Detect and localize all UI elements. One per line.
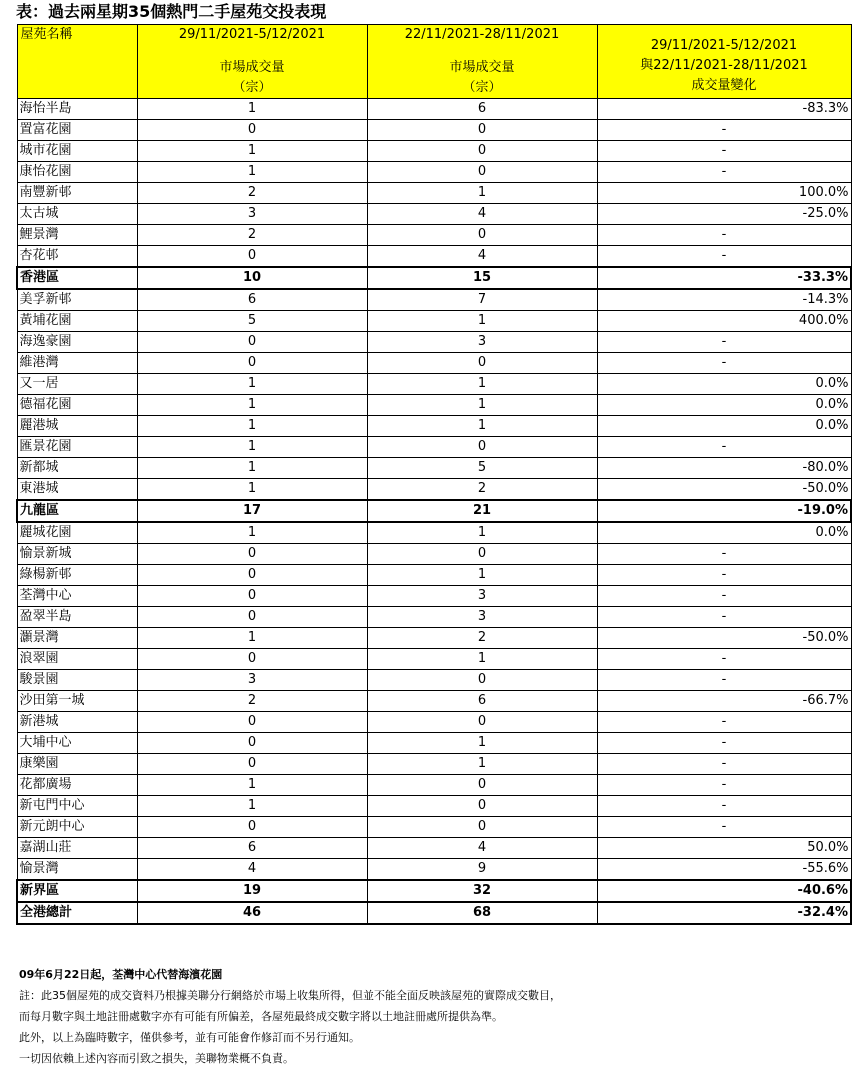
estate-name-cell: 新港城 [17,712,137,733]
period-2-volume-cell: 0 [367,120,597,141]
table-row [17,670,851,691]
estate-name-cell: 海怡半島 [17,99,137,120]
table-row [17,544,851,565]
estate-name-cell: 海逸豪園 [17,332,137,353]
period-2-volume-cell: 0 [367,712,597,733]
period-1-volume-cell: 46 [137,902,367,924]
period-2-volume-cell: 1 [367,395,597,416]
period-1-volume-cell: 0 [137,733,367,754]
period-1-volume-cell: 4 [137,859,367,881]
header-change-line3: 成交量變化 [691,77,757,93]
header-period-2-unit: （宗） [462,80,502,95]
volume-change-cell: - [597,586,851,607]
volume-change-cell: - [597,120,851,141]
period-1-volume-cell: 19 [137,880,367,902]
period-1-volume-cell: 2 [137,691,367,712]
period-2-volume-cell: 2 [367,628,597,649]
estate-name-cell: 鯉景灣 [17,225,137,246]
volume-change-cell: - [597,332,851,353]
estate-name-cell: 新都城 [17,458,137,479]
period-2-volume-cell: 0 [367,796,597,817]
estate-name-cell: 荃灣中心 [17,586,137,607]
volume-change-cell: -40.6% [597,880,851,902]
header-period-2-label: 市場成交量 [449,60,515,75]
estate-name-cell: 城市花園 [17,141,137,162]
estate-name-cell: 匯景花園 [17,437,137,458]
table-row [17,565,851,586]
volume-change-cell: 0.0% [597,374,851,395]
estate-name-cell: 德福花園 [17,395,137,416]
period-2-volume-cell: 1 [367,733,597,754]
period-1-volume-cell: 1 [137,141,367,162]
period-1-volume-cell: 0 [137,817,367,838]
period-2-volume-cell: 5 [367,458,597,479]
volume-change-cell: - [597,353,851,374]
period-1-volume-cell: 0 [137,544,367,565]
period-1-volume-cell: 17 [137,500,367,522]
table-row [17,859,851,881]
volume-change-cell: 0.0% [597,416,851,437]
period-1-volume-cell: 1 [137,374,367,395]
volume-change-cell: - [597,775,851,796]
table-row [17,416,851,437]
table-row [17,162,851,183]
period-2-volume-cell: 32 [367,880,597,902]
table-row [17,99,851,120]
period-2-volume-cell: 15 [367,267,597,289]
period-1-volume-cell: 10 [137,267,367,289]
volume-change-cell: - [597,733,851,754]
footnote-line: 一切因依賴上述內容而引致之損失，美聯物業概不負責。 [19,1052,294,1065]
period-2-volume-cell: 0 [367,437,597,458]
estate-name-cell: 麗城花園 [17,522,137,544]
period-1-volume-cell: 3 [137,670,367,691]
table-row [17,522,851,544]
period-2-volume-cell: 1 [367,416,597,437]
period-2-volume-cell: 1 [367,522,597,544]
estate-name-cell: 置富花園 [17,120,137,141]
period-1-volume-cell: 1 [137,162,367,183]
table-row [17,607,851,628]
volume-change-cell: - [597,437,851,458]
volume-change-cell: -83.3% [597,99,851,120]
table-row [17,628,851,649]
header-period-2 [367,25,597,99]
period-1-volume-cell: 0 [137,586,367,607]
estate-name-cell: 愉景灣 [17,859,137,881]
period-2-volume-cell: 3 [367,586,597,607]
table-total-row [17,902,851,924]
volume-change-cell: - [597,162,851,183]
estate-name-cell: 嘉湖山莊 [17,838,137,859]
estate-name-cell: 九龍區 [17,500,137,522]
period-2-volume-cell: 1 [367,754,597,775]
period-1-volume-cell: 0 [137,607,367,628]
estate-name-cell: 又一居 [17,374,137,395]
estate-name-cell: 康怡花園 [17,162,137,183]
estate-name-cell: 香港區 [17,267,137,289]
period-1-volume-cell: 0 [137,246,367,268]
period-1-volume-cell: 6 [137,838,367,859]
period-1-volume-cell: 2 [137,225,367,246]
period-1-volume-cell: 0 [137,332,367,353]
period-1-volume-cell: 2 [137,183,367,204]
table-row [17,712,851,733]
header-estate-name: 屋苑名稱 [17,25,137,99]
period-2-volume-cell: 4 [367,838,597,859]
table-row [17,289,851,311]
period-1-volume-cell: 1 [137,99,367,120]
period-2-volume-cell: 68 [367,902,597,924]
period-2-volume-cell: 7 [367,289,597,311]
volume-change-cell: 400.0% [597,311,851,332]
table-row [17,754,851,775]
header-change [597,25,851,99]
table-row [17,649,851,670]
estate-name-cell: 新元朗中心 [17,817,137,838]
estate-name-cell: 花都廣場 [17,775,137,796]
estate-name-cell: 維港灣 [17,353,137,374]
volume-change-cell: - [597,649,851,670]
volume-change-cell: - [597,225,851,246]
period-2-volume-cell: 9 [367,859,597,881]
period-2-volume-cell: 3 [367,607,597,628]
volume-change-cell: - [597,712,851,733]
period-1-volume-cell: 1 [137,437,367,458]
header-period-2-dates: 22/11/2021-28/11/2021 [404,27,560,42]
table-row [17,775,851,796]
volume-change-cell: -14.3% [597,289,851,311]
estate-name-cell: 沙田第一城 [17,691,137,712]
volume-change-cell: - [597,607,851,628]
table-row [17,838,851,859]
volume-change-cell: - [597,754,851,775]
table-total-row [17,267,851,289]
table-row [17,332,851,353]
table-row [17,204,851,225]
volume-change-cell: - [597,796,851,817]
period-2-volume-cell: 21 [367,500,597,522]
footnote-line: 此外，以上為臨時數字，僅供參考，並有可能會作修訂而不另行通知。 [19,1031,360,1044]
period-2-volume-cell: 1 [367,183,597,204]
estate-name-cell: 浪翠園 [17,649,137,670]
period-1-volume-cell: 3 [137,204,367,225]
estate-name-cell: 駿景園 [17,670,137,691]
footnote-line: 而每月數字與土地註冊處數字亦有可能有所偏差，各屋苑最終成交數字將以土地註冊處所提供為準。 [19,1010,503,1023]
volume-change-cell: - [597,670,851,691]
period-1-volume-cell: 1 [137,479,367,501]
period-1-volume-cell: 1 [137,395,367,416]
header-period-1-unit: （宗） [232,80,272,95]
volume-change-cell: -33.3% [597,267,851,289]
estate-name-cell: 愉景新城 [17,544,137,565]
table-body [17,99,851,925]
table-row [17,586,851,607]
period-2-volume-cell: 0 [367,225,597,246]
period-2-volume-cell: 1 [367,649,597,670]
table-row [17,691,851,712]
period-2-volume-cell: 2 [367,479,597,501]
period-1-volume-cell: 1 [137,796,367,817]
table-row [17,796,851,817]
volume-change-cell: 0.0% [597,395,851,416]
period-2-volume-cell: 0 [367,544,597,565]
period-1-volume-cell: 0 [137,649,367,670]
estate-name-cell: 新界區 [17,880,137,902]
estate-name-cell: 太古城 [17,204,137,225]
volume-change-cell: -50.0% [597,628,851,649]
period-1-volume-cell: 1 [137,522,367,544]
period-1-volume-cell: 0 [137,353,367,374]
footnote-highlight: 09年6月22日起，荃灣中心代替海濱花園 [19,968,223,981]
period-1-volume-cell: 0 [137,565,367,586]
period-1-volume-cell: 0 [137,712,367,733]
estate-name-cell: 新屯門中心 [17,796,137,817]
period-1-volume-cell: 1 [137,458,367,479]
period-2-volume-cell: 0 [367,141,597,162]
table-row [17,120,851,141]
volume-change-cell: 100.0% [597,183,851,204]
table-row [17,225,851,246]
period-2-volume-cell: 6 [367,99,597,120]
volume-change-cell: 50.0% [597,838,851,859]
estate-name-cell: 杏花邨 [17,246,137,268]
header-period-1 [137,25,367,99]
period-2-volume-cell: 4 [367,246,597,268]
period-2-volume-cell: 0 [367,162,597,183]
estate-name-cell: 灝景灣 [17,628,137,649]
period-2-volume-cell: 1 [367,374,597,395]
table-total-row [17,500,851,522]
period-2-volume-cell: 3 [367,332,597,353]
estate-name-cell: 黃埔花園 [17,311,137,332]
table-row [17,311,851,332]
estate-name-cell: 大埔中心 [17,733,137,754]
period-1-volume-cell: 6 [137,289,367,311]
period-2-volume-cell: 0 [367,817,597,838]
period-1-volume-cell: 0 [137,120,367,141]
period-2-volume-cell: 0 [367,353,597,374]
table-row [17,733,851,754]
volume-change-cell: -32.4% [597,902,851,924]
estate-name-cell: 康樂園 [17,754,137,775]
period-2-volume-cell: 4 [367,204,597,225]
table-row [17,437,851,458]
period-2-volume-cell: 0 [367,775,597,796]
volume-change-cell: -19.0% [597,500,851,522]
estate-name-cell: 綠楊新邨 [17,565,137,586]
page-title: 表：過去兩星期35個熱門二手屋苑交投表現 [16,2,327,21]
estate-name-cell: 南豐新邨 [17,183,137,204]
volume-change-cell: -50.0% [597,479,851,501]
volume-change-cell: -55.6% [597,859,851,881]
period-2-volume-cell: 1 [367,311,597,332]
period-1-volume-cell: 1 [137,775,367,796]
table-row [17,353,851,374]
table-row [17,183,851,204]
table-row [17,246,851,268]
volume-change-cell: 0.0% [597,522,851,544]
table-row [17,817,851,838]
table-row [17,141,851,162]
period-1-volume-cell: 5 [137,311,367,332]
table-row [17,479,851,501]
header-period-1-label: 市場成交量 [219,60,285,75]
period-1-volume-cell: 0 [137,754,367,775]
table-row [17,395,851,416]
table-total-row [17,880,851,902]
estate-name-cell: 盈翠半島 [17,607,137,628]
volume-change-cell: -80.0% [597,458,851,479]
volume-change-cell: - [597,141,851,162]
volume-change-cell: - [597,544,851,565]
volume-change-cell: - [597,565,851,586]
estate-name-cell: 東港城 [17,479,137,501]
period-2-volume-cell: 6 [367,691,597,712]
table-row [17,374,851,395]
header-change-line2: 與22/11/2021-28/11/2021 [640,57,808,73]
estate-name-cell: 美孚新邨 [17,289,137,311]
volume-change-cell: -25.0% [597,204,851,225]
volume-change-cell: - [597,817,851,838]
header-period-1-dates: 29/11/2021-5/12/2021 [178,27,326,42]
volume-change-cell: - [597,246,851,268]
table-header-row [17,25,851,99]
period-1-volume-cell: 1 [137,416,367,437]
period-2-volume-cell: 1 [367,565,597,586]
volume-change-cell: -66.7% [597,691,851,712]
estate-name-cell: 全港總計 [17,902,137,924]
transactions-table [16,24,852,925]
footnote-line: 註：此35個屋苑的成交資料乃根據美聯分行網絡於市場上收集所得，但並不能全面反映該屋苑的實際成交數目， [19,989,561,1002]
period-1-volume-cell: 1 [137,628,367,649]
table-row [17,458,851,479]
period-2-volume-cell: 0 [367,670,597,691]
estate-name-cell: 麗港城 [17,416,137,437]
header-change-line1: 29/11/2021-5/12/2021 [650,37,798,53]
footnotes [19,964,561,1069]
